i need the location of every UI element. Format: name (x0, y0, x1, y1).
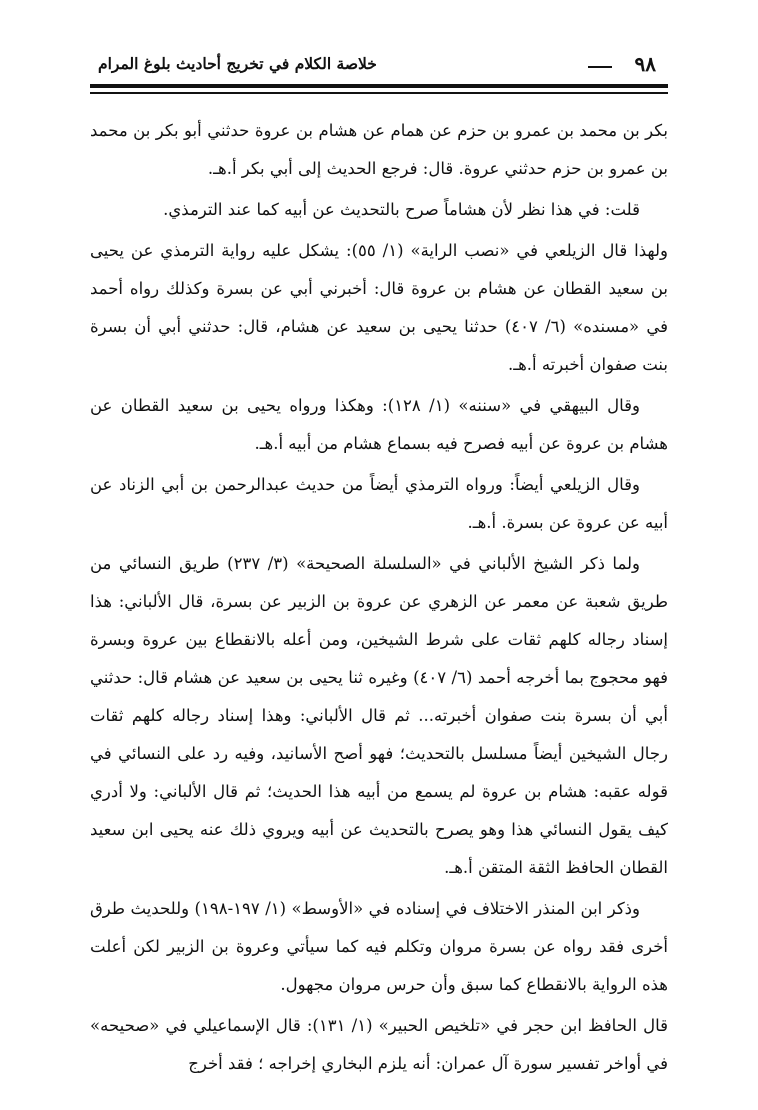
running-header (90, 44, 668, 84)
header-rule-thin (90, 92, 668, 94)
paragraph: ولهذا قال الزيلعي في «نصب الراية» (١/ ٥٥): يشكل عليه رواية الترمذي عن يحيى بن سعيد القطان عن هشام بن عروة قال: أخبرني أبي عن بسرة وكذلك رواه أحمد في «مسنده» (٦/ ٤٠٧) حدثنا يحيى بن سعيد عن هشام، قال: حدثني أبي أن بسرة بنت صفوان أخبرته أ.هـ. (90, 241, 668, 374)
paragraph: قال الحافظ ابن حجر في «تلخيص الحبير» (١/ ١٣١): قال الإسماعيلي في «صحيحه» في أواخر تفسير سورة آل عمران: أنه يلزم البخاري إخراجه ؛ فقد أخرج (90, 1016, 668, 1073)
page-body (90, 112, 668, 1102)
paragraph: بكر بن محمد بن عمرو بن حزم عن همام عن هشام بن عروة حدثني أبو بكر بن محمد بن عمرو بن حزم حدثني عروة. قال: فرجع الحديث إلى أبي بكر أ.هـ. (90, 121, 668, 178)
paragraph: وذكر ابن المنذر الاختلاف في إسناده في «الأوسط» (١/ ١٩٧-١٩٨) وللحديث طرق أخرى فقد رواه عن بسرة مروان وتكلم فيه كما سيأتي وعروة بن الزبير لكن أعلت هذه الرواية بالانقطاع كما سبق وأن حرس مروان مجهول. (90, 899, 668, 994)
header-dash (588, 66, 612, 68)
book-title: خلاصة الكلام في تخريج أحاديث بلوغ المرام (98, 54, 377, 73)
paragraph: وقال البيهقي في «سننه» (١/ ١٢٨): وهكذا ورواه يحيى بن سعيد القطان عن هشام بن عروة عن أبيه فصرح فيه بسماع هشام من أبيه أ.هـ. (90, 396, 668, 453)
page-number: ٩٨ (634, 52, 656, 76)
paragraph: قلت: في هذا نظر لأن هشاماً صرح بالتحديث عن أبيه كما عند الترمذي. (163, 200, 640, 219)
paragraph: ولما ذكر الشيخ الألباني في «السلسلة الصحيحة» (٣/ ٢٣٧) طريق النسائي من طريق شعبة عن معمر عن الزهري عن عروة بن الزبير عن بسرة، قال الألباني: هذا إسناد رجاله كلهم ثقات على شرط الشيخين، ومن أعله بالانقطاع بين عروة وبسرة فهو محجوج بما أخرجه أحمد (٦/ ٤٠٧) وغيره ثنا يحيى بن سعيد عن هشام قال: حدثني أبي أن بسرة بنت صفوان أخبرته... ثم قال الألباني: وهذا إسناد رجاله كلهم ثقات رجال الشيخين أيضاً مسلسل بالتحديث؛ فهو أصح الأسانيد، وفيه رد على النسائي في قوله عقبه: هشام بن عروة لم يسمع من أبيه هذا الحديث؛ ثم قال الألباني: ولا أدري كيف يقول النسائي هذا وهو يصرح بالتحديث عن أبيه ويروي ذلك عنه يحيى ابن سعيد القطان الحافظ الثقة المتقن أ.هـ. (90, 554, 668, 877)
header-rule-thick (90, 84, 668, 88)
paragraph: وقال الزيلعي أيضاً: ورواه الترمذي أيضاً من حديث عبدالرحمن بن أبي الزناد عن أبيه عن عروة عن بسرة. أ.هـ. (90, 475, 668, 532)
